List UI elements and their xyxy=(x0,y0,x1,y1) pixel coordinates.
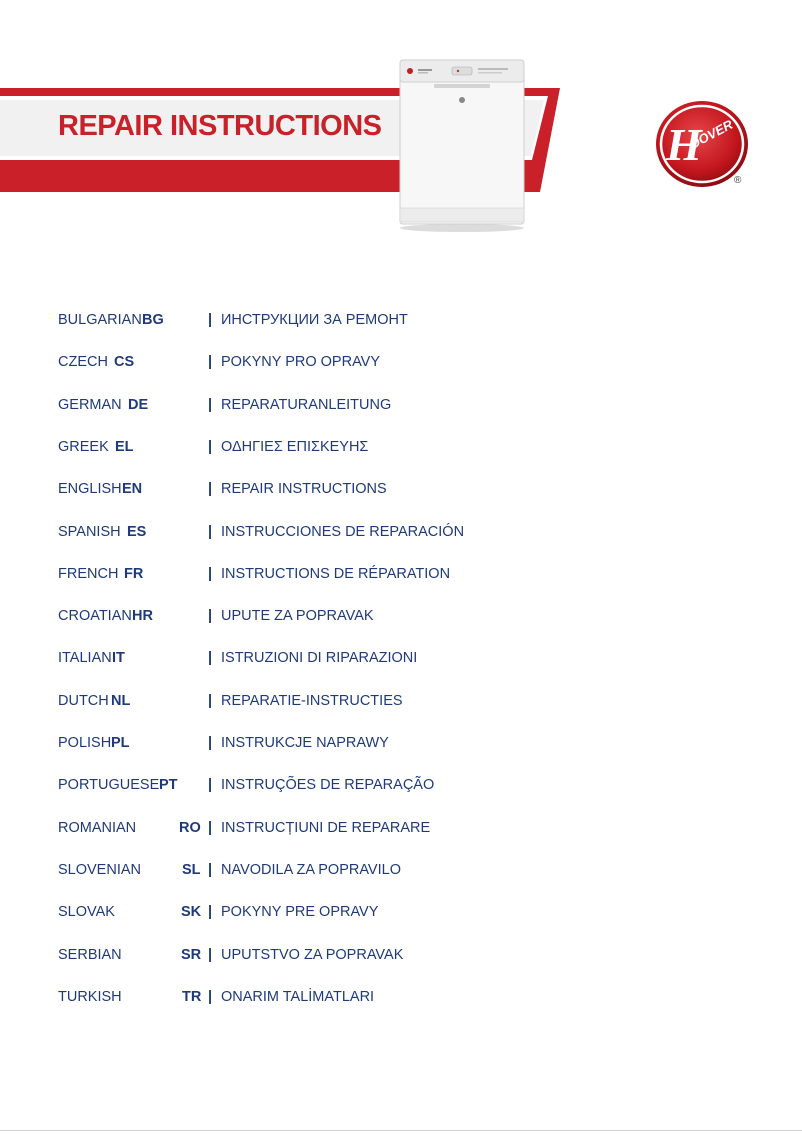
language-name: POLISH xyxy=(58,735,112,751)
language-name: CROATIAN xyxy=(58,608,132,624)
translated-title: UPUTSTVO ZA POPRAVAK xyxy=(221,947,404,963)
row-separator: | xyxy=(208,820,213,836)
language-code: HR xyxy=(132,608,153,624)
language-row xyxy=(58,862,478,884)
language-row xyxy=(58,777,478,799)
page-title: REPAIR INSTRUCTIONS xyxy=(58,110,382,142)
row-separator: | xyxy=(208,481,213,497)
language-row xyxy=(58,481,478,503)
language-name: PORTUGUESE xyxy=(58,777,160,793)
language-code: RO xyxy=(179,820,201,836)
translated-title: UPUTE ZA POPRAVAK xyxy=(221,608,374,624)
row-separator: | xyxy=(208,735,213,751)
translated-title: REPARATIE-INSTRUCTIES xyxy=(221,693,403,709)
language-code: EL xyxy=(115,439,134,455)
language-code: SL xyxy=(182,862,201,878)
language-code: NL xyxy=(111,693,131,709)
language-code: ES xyxy=(127,524,147,540)
language-name: GERMAN xyxy=(58,397,122,413)
language-row xyxy=(58,904,478,926)
translated-title: POKYNY PRE OPRAVY xyxy=(221,904,379,920)
translated-title: ИНСТРУКЦИИ ЗА РЕМОНТ xyxy=(221,312,408,328)
translated-title: INSTRUÇÕES DE REPARAÇÃO xyxy=(221,777,435,793)
translated-title: REPARATURANLEITUNG xyxy=(221,397,392,413)
row-separator: | xyxy=(208,862,213,878)
language-code: FR xyxy=(124,566,144,582)
translated-title: INSTRUCTIONS DE RÉPARATION xyxy=(221,566,451,582)
language-name: ITALIAN xyxy=(58,650,112,666)
language-row xyxy=(58,735,478,757)
language-row xyxy=(58,566,478,588)
row-separator: | xyxy=(208,650,213,666)
language-code: EN xyxy=(122,481,143,497)
language-row xyxy=(58,989,478,1011)
language-name: TURKISH xyxy=(58,989,122,1005)
svg-text:H: H xyxy=(666,119,702,170)
language-name: ENGLISH xyxy=(58,481,122,497)
row-separator: | xyxy=(208,693,213,709)
language-code: DE xyxy=(128,397,149,413)
language-row xyxy=(58,397,478,419)
translated-title: INSTRUCCIONES DE REPARACIÓN xyxy=(221,524,465,540)
language-name: SLOVENIAN xyxy=(58,862,141,878)
language-code: PL xyxy=(111,735,130,751)
row-separator: | xyxy=(208,312,213,328)
language-row xyxy=(58,312,478,334)
translated-title: ΟΔΗΓΙΕΣ ΕΠΙΣΚΕΥΗΣ xyxy=(221,439,369,455)
translated-title: ISTRUZIONI DI RIPARAZIONI xyxy=(221,650,418,666)
language-code: BG xyxy=(142,312,164,328)
row-separator: | xyxy=(208,777,213,793)
language-name: BULGARIAN xyxy=(58,312,142,328)
row-separator: | xyxy=(208,904,213,920)
footer-divider xyxy=(0,1130,802,1131)
language-name: SERBIAN xyxy=(58,947,122,963)
language-row xyxy=(58,524,478,546)
language-code: CS xyxy=(114,354,135,370)
language-name: SLOVAK xyxy=(58,904,115,920)
language-code: PT xyxy=(159,777,178,793)
row-separator: | xyxy=(208,524,213,540)
registered-mark: ® xyxy=(734,175,742,186)
svg-text:OOVER: OOVER xyxy=(686,116,736,153)
language-row xyxy=(58,650,478,672)
translated-title: ONARIM TALİMATLARI xyxy=(221,989,375,1005)
language-name: SPANISH xyxy=(58,524,121,540)
language-name: DUTCH xyxy=(58,693,109,709)
row-separator: | xyxy=(208,608,213,624)
language-code: IT xyxy=(112,650,125,666)
language-row xyxy=(58,608,478,630)
translated-title: POKYNY PRO OPRAVY xyxy=(221,354,381,370)
row-separator: | xyxy=(208,439,213,455)
translated-title: REPAIR INSTRUCTIONS xyxy=(221,481,387,497)
language-row xyxy=(58,820,478,842)
language-row xyxy=(58,354,478,376)
row-separator: | xyxy=(208,354,213,370)
language-name: FRENCH xyxy=(58,566,119,582)
language-code: TR xyxy=(182,989,202,1005)
translated-title: INSTRUKCJE NAPRAWY xyxy=(221,735,389,751)
row-separator: | xyxy=(208,397,213,413)
dishwasher-image xyxy=(394,56,530,232)
row-separator: | xyxy=(208,566,213,582)
row-separator: | xyxy=(208,947,213,963)
row-separator: | xyxy=(208,989,213,1005)
language-row xyxy=(58,947,478,969)
translated-title: NAVODILA ZA POPRAVILO xyxy=(221,862,401,878)
language-name: ROMANIAN xyxy=(58,820,137,836)
translated-title: INSTRUCȚIUNI DE REPARARE xyxy=(221,820,431,836)
language-code: SK xyxy=(181,904,202,920)
language-row xyxy=(58,693,478,715)
language-row xyxy=(58,439,478,461)
language-name: GREEK xyxy=(58,439,109,455)
language-name: CZECH xyxy=(58,354,108,370)
language-code: SR xyxy=(181,947,202,963)
